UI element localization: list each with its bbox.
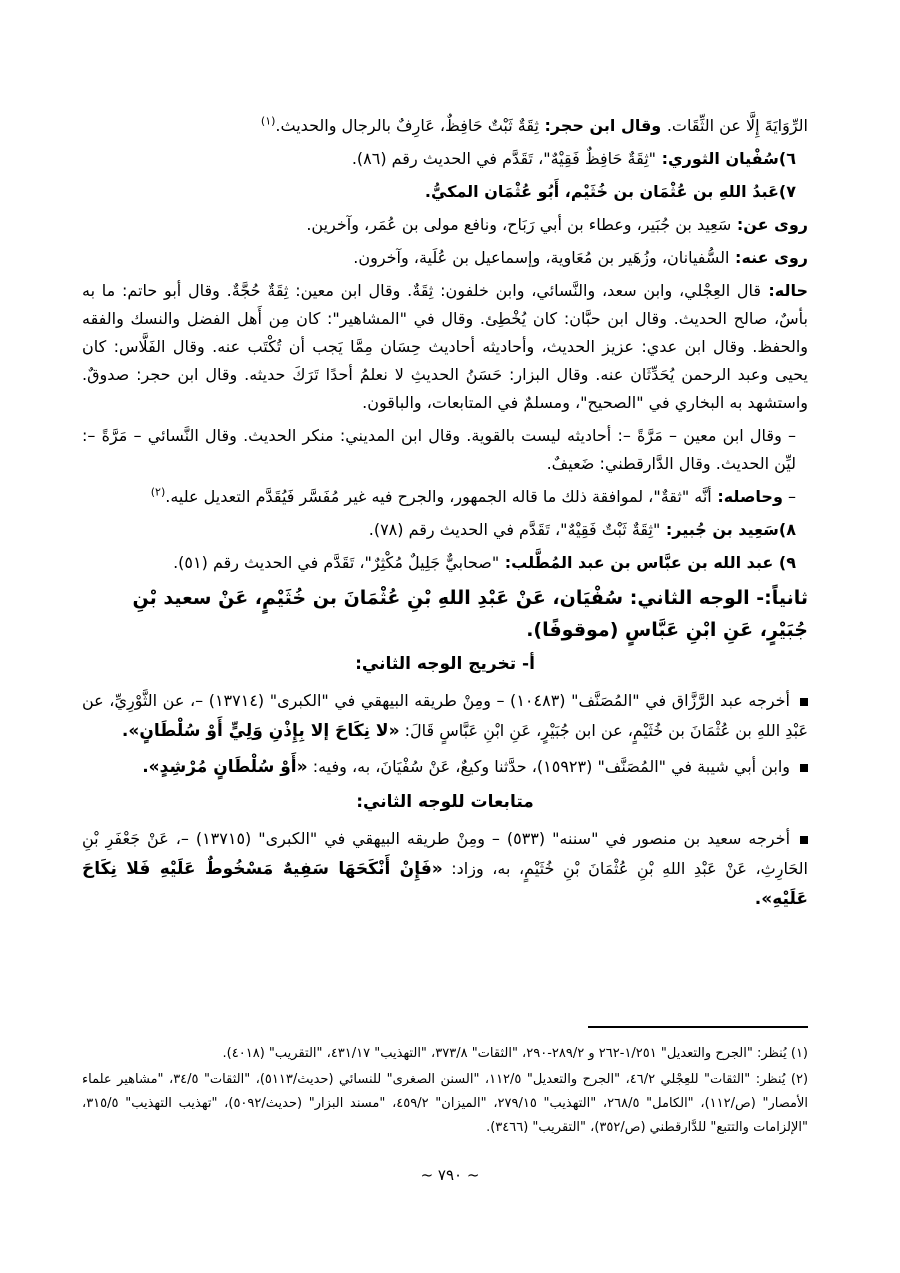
paragraph-ibn-hajar: الرِّوَايَةَ إِلَّا عن الثِّقَات. وقال ابن حجر: ثِقَةٌ ثَبْتٌ حَافِظٌ، عَارِفٌ بالرجال والحديث.$^{(١)}$ xyxy=(260,114,808,135)
narrator-7: ٧)عَبدُ اللهِ بن عُثْمَان بن خُثَيْم، أَبُو عُثْمَان المكيُّ. xyxy=(424,182,796,201)
narrator-8: ٨)سَعِيد بن جُبير: "ثِقَةٌ ثَبْتٌ فَقِيْهٌ"، تَقَدَّم في الحديث رقم (٧٨). xyxy=(368,520,796,539)
bullet-square-icon xyxy=(800,764,808,772)
narrator-9: ٩) عبد الله بن عبَّاس بن عبد المُطَّلب: "صحابيٌّ جَلِيلٌ مُكْثِرٌ"، تَقَدَّم في الحديث رقم (٥١). xyxy=(173,553,796,572)
section-heading-second-aspect: ثانياً:- الوجه الثاني: سُفْيَان، عَنْ عَبْدِ اللهِ بْنِ عُثْمَانَ بن خُثَيْمٍ، عَنْ سعيد بْنِ جُبَيْرٍ، عَنِ ابْنِ عَبَّاسٍ (موقوفًا). xyxy=(132,587,808,641)
rawa-an: روى عن: سَعِيد بن جُبَير، وعطاء بن أبي رَبَاح، ونافع مولى بن عُمَر، وآخرين. xyxy=(306,215,808,234)
bullet-item-ibn-abi-shayba: وابن أبي شيبة في "المُصَنَّف" (١٥٩٢٣)، حدَّثنا وكيعٌ، عَنْ سُفْيَانَ، به، وفيه: «أَوْ سُلْطَانٍ مُرْشِدٍ». xyxy=(82,752,808,782)
rawa-anhu: روى عنه: السُّفيانان، وزُهَير بن مُعَاوية، وإسماعيل بن عُلَية، وآخرون. xyxy=(353,248,808,267)
bullet-item-said-ibn-mansur: أخرجه سعيد بن منصور في "سننه" (٥٣٣) – ومِنْ طريقه البيهقي في "الكبرى" (١٣٧١٥) –، عَنْ جَعْفَرِ بْنِ الحَارِثِ، عَنْ عَبْدِ اللهِ بْنِ عُثْمَانَ بْنِ خُثَيْمٍ، به، وزاد: «فَإِنْ أَنْكَحَهَا سَفِيهٌ مَسْخُوطٌ عَلَيْهِ فَلا نِكَاحَ عَلَيْهِ». xyxy=(82,829,808,909)
footnote-marker-1: (١) xyxy=(260,114,276,128)
footnote-marker-2: (٢) xyxy=(150,485,166,499)
bullet-item-abdulrazzaq: أخرجه عبد الرَّزَّاق في "المُصَنَّف" (١٠٤٨٣) – ومِنْ طريقه البيهقي في "الكبرى" (١٣٧١٤) –، عن الثَّوْرِيِّ، عن عَبْدِ اللهِ بن عُثْمَانَ بن خُثَيْمٍ، عن ابن جُبَيْرٍ، عَنِ ابْنِ عَبَّاسٍ قَالَ: «لا نِكَاحَ إلا بِإِذْنِ وَلِيٍّ أَوْ سُلْطَانٍ». xyxy=(82,691,808,741)
conclusion-paragraph: – وحاصله: أنَّه "ثقةٌ"، لموافقة ذلك ما قاله الجمهور، والجرح فيه غير مُفَسَّر فَيُقَدَّم التعديل عليه.$^{(٢)}$ xyxy=(150,485,796,506)
bullet-square-icon xyxy=(800,836,808,844)
footnote-1: (١) يُنظر: "الجرح والتعديل" ١/٢٥١-٢٦٢ و ٢٨٩/٢-٢٩٠، "الثقات" ٣٧٣/٨، "التهذيب" ٤٣١/١٧، "التقريب" (٤٠١٨). xyxy=(222,1046,808,1061)
footnote-2: (٢) يُنظر: "الثقات" للعِجْلي ٤٦/٢، "الجرح والتعديل" ١١٢/٥، "السنن الصغرى" للنسائي (حديث/٥١١٣)، "الثقات" ٣٤/٥، "مشاهير علماء الأمصار" (ص/١١٢)، "الكامل" ٢٦٨/٥، "التهذيب" ٢٧٩/١٥، "الميزان" ٤٥٩/٢، "مسند البزار" (حديث/٥٠٩٢)، "تهذيب التهذيب" ٣١٥/٥، "الإلزامات والتتبع" للدَّارقطني (ص/٣٥٢)، "التقريب" (٣٤٦٦). xyxy=(82,1072,809,1135)
subheading-takhrij: أ- تخريج الوجه الثاني: xyxy=(355,654,535,674)
page-number: ~ ٧٩٠ ~ xyxy=(420,1166,480,1184)
footnotes xyxy=(82,1042,808,1142)
narrator-6: ٦)سُفْيان الثوري: "ثِقَةٌ حَافِظٌ فَقِيْهٌ"، تَقَدَّم في الحديث رقم (٨٦). xyxy=(351,149,796,168)
subheading-mutabaat: متابعات للوجه الثاني: xyxy=(356,792,534,812)
footnote-separator xyxy=(588,1026,808,1028)
narrator-status: حاله: قال العِجْلي، وابن سعد، والنَّسائي، وابن خلفون: ثِقَةٌ. وقال ابن معين: ثِقَةٌ حُجَّةٌ. وقال أبو حاتم: ما به بأسٌ، صالح الحديث. وقال ابن حبَّان: كان يُخْطِئ. وقال في "المشاهير": كان مِن أَهل الفضل والنسك والفقه والحفظ. وقال ابن عدي: عزيز الحديث، وأحاديثه أحاديث حِسَان مِمَّا يَجب أن تُكْتَب عنه. وقال الفَلَّاس: كان يحيى وعبد الرحمن يُحَدِّثَان عنه. وقال البزار: حَسَنُ الحديثِ لا نعلمُ أحدًا تَرَكَ حديثه. وقال ابن حجر: صدوقٌ. واستشهد به البخاري في "الصحيح"، ومسلمٌ في المتابعات، والباقون. xyxy=(82,281,809,412)
main-text xyxy=(82,112,808,920)
criticism-paragraph: – وقال ابن معين – مَرَّةً –: أحاديثه ليست بالقوية. وقال ابن المديني: منكر الحديث. وقال النَّسائي – مَرَّةً –: ليِّن الحديث. وقال الدَّارقطني: ضَعيفٌ. xyxy=(82,426,796,473)
bullet-square-icon xyxy=(800,698,808,706)
